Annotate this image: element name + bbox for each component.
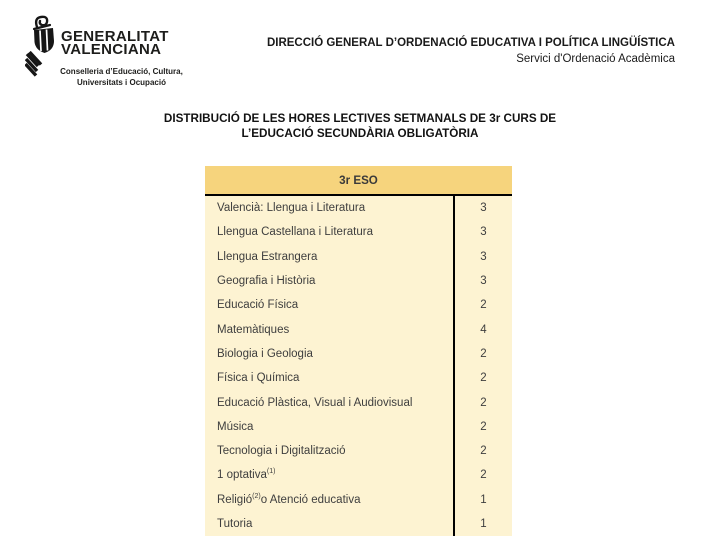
- subject-cell: Llengua Estrangera: [205, 245, 455, 269]
- subject-cell: 1 optativa $^{(1)}$: [205, 463, 455, 487]
- table-row: [205, 245, 512, 269]
- hours-cell: 2: [480, 420, 487, 433]
- hours-cell: 2: [480, 396, 487, 409]
- hours-cell: 1: [480, 493, 487, 506]
- table-row: [205, 512, 512, 536]
- table-row: [205, 342, 512, 366]
- document-header: [267, 36, 675, 67]
- page-title-line1: DISTRIBUCIÓ DE LES HORES LECTIVES SETMANALS DE 3r CURS DE: [163, 112, 557, 125]
- hours-cell: 4: [480, 323, 487, 336]
- logo-department-line1: Conselleria d’Educació, Cultura,: [60, 67, 183, 76]
- subject-cell: Matemàtiques: [205, 317, 455, 341]
- hours-cell: 3: [480, 250, 487, 263]
- table-row: [205, 390, 512, 414]
- header-service-line: Servici d'Ordenació Acadèmica: [516, 52, 675, 65]
- table-body: [205, 196, 512, 536]
- page-title-line2: L’EDUCACIÓ SECUNDÀRIA OBLIGATÒRIA: [241, 126, 479, 140]
- table-row: [205, 439, 512, 463]
- table-header: 3r ESO: [205, 166, 512, 196]
- table-row: [205, 269, 512, 293]
- hours-cell: 2: [480, 299, 487, 312]
- hours-cell: 1: [480, 518, 487, 530]
- table-row: [205, 415, 512, 439]
- table-row: [205, 317, 512, 341]
- subject-cell: Geografia i Història: [205, 269, 455, 293]
- table-row: [205, 196, 512, 220]
- table-row: [205, 488, 512, 512]
- table-row: [205, 463, 512, 487]
- subject-cell: Educació Física: [205, 293, 455, 317]
- subject-cell: Música: [205, 415, 455, 439]
- hours-cell: 3: [480, 226, 487, 239]
- hours-table: [205, 166, 512, 536]
- table-row: [205, 220, 512, 244]
- hours-cell: 2: [480, 445, 487, 458]
- subject-cell: Religió $^{(2)}$ o Atenció educativa: [205, 488, 455, 512]
- logo-wordmark-line1: GENERALITAT: [61, 28, 169, 45]
- table-row: [205, 293, 512, 317]
- page-title: [15, 112, 705, 142]
- subject-cell: Física i Química: [205, 366, 455, 390]
- subject-cell: Educació Plàstica, Visual i Audiovisual: [205, 390, 455, 414]
- hours-cell: 3: [480, 202, 487, 215]
- subject-cell: Llengua Castellana i Literatura: [205, 220, 455, 244]
- generalitat-valenciana-logo: [25, 12, 195, 96]
- header-direction-line: DIRECCIÓ GENERAL D’ORDENACIÓ EDUCATIVA I POLÍTICA LINGÜÍSTICA: [266, 37, 675, 49]
- logo-wordmark-line2: VALENCIANA: [61, 40, 162, 58]
- hours-cell: 3: [480, 275, 487, 288]
- logo-wordmark: [61, 28, 169, 58]
- table-row: [205, 366, 512, 390]
- subject-cell: Tecnologia i Digitalització: [205, 439, 455, 463]
- hours-cell: 2: [480, 372, 487, 385]
- logo-department-line2: Universitats i Ocupació: [77, 77, 166, 87]
- subject-cell: Biologia i Geologia: [205, 342, 455, 366]
- logo-department: [49, 67, 194, 88]
- subject-cell: Tutoria: [205, 512, 455, 536]
- hours-cell: 2: [480, 469, 487, 482]
- hours-cell: 2: [480, 347, 487, 360]
- subject-cell: Valencià: Llengua i Literatura: [205, 196, 455, 220]
